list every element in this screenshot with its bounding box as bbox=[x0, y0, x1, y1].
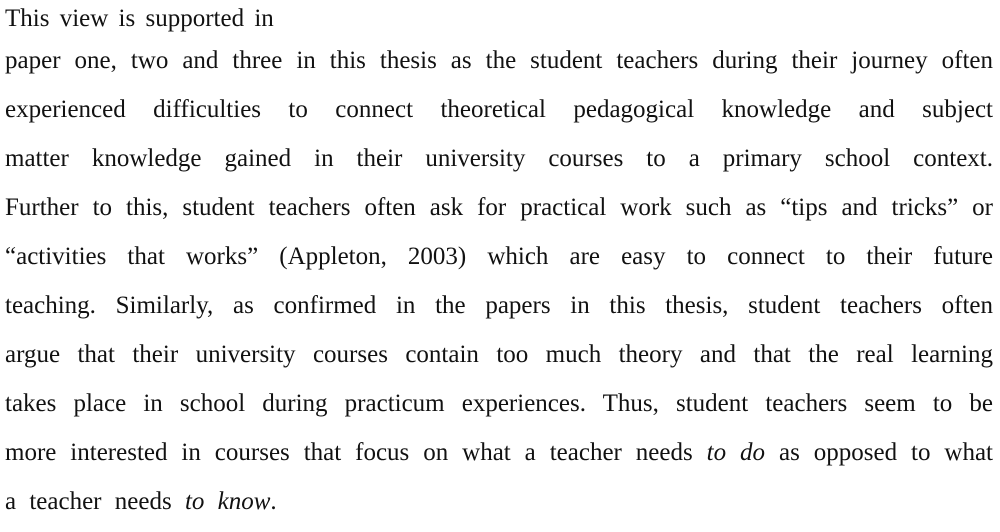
text-line bbox=[5, 483, 993, 532]
text-segment: more interested in courses that focus on what a teacher needs bbox=[5, 439, 707, 466]
text-segment: a teacher needs bbox=[5, 488, 185, 515]
text-segment: “activities that works” (Appleton, 2003) which are easy to connect to their future bbox=[5, 243, 993, 270]
text-segment: teaching. Similarly, as confirmed in the papers in this thesis, student teachers often bbox=[5, 292, 993, 319]
text-line bbox=[5, 42, 993, 91]
italic-emphasis: to know bbox=[184, 488, 271, 515]
text-segment: argue that their university courses contain too much theory and that the real learning bbox=[5, 341, 993, 368]
text-line bbox=[5, 287, 993, 336]
document-heading-line: This view is supported in bbox=[5, 5, 274, 32]
text-segment: Further to this, student teachers often ask for practical work such as “tips and tricks” or bbox=[5, 194, 993, 221]
text-segment: . bbox=[270, 488, 277, 515]
text-segment: as opposed to what bbox=[765, 439, 993, 466]
text-segment: experienced difficulties to connect theoretical pedagogical knowledge and subject bbox=[5, 96, 993, 123]
body-paragraph bbox=[5, 42, 993, 532]
text-line bbox=[5, 91, 993, 140]
text-line bbox=[5, 140, 993, 189]
text-segment: takes place in school during practicum experiences. Thus, student teachers seem to be bbox=[5, 390, 993, 417]
text-line bbox=[5, 238, 993, 287]
text-line bbox=[5, 385, 993, 434]
italic-emphasis: to do bbox=[706, 439, 766, 466]
text-line bbox=[5, 189, 993, 238]
text-line bbox=[5, 336, 993, 385]
text-segment: matter knowledge gained in their university courses to a primary school context. bbox=[5, 145, 993, 172]
text-segment: paper one, two and three in this thesis as the student teachers during their journey often bbox=[5, 47, 993, 74]
text-line bbox=[5, 434, 993, 483]
